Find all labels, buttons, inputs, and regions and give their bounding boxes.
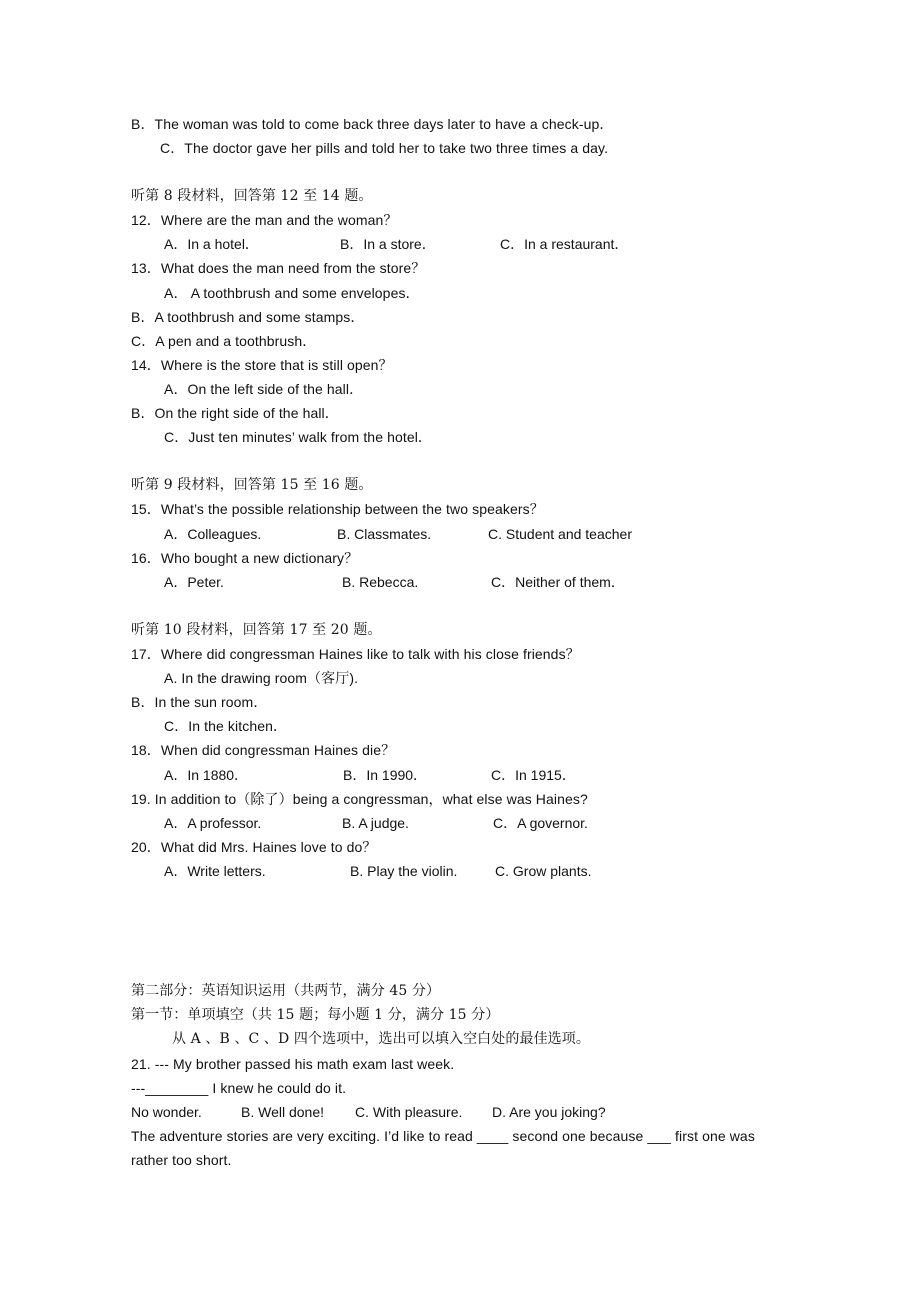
option-line: C．The doctor gave her pills and told her to take two three times a day. <box>160 140 609 156</box>
option-a: A．In a hotel． <box>164 236 259 252</box>
section-heading: 听第 8 段材料，回答第 12 至 14 题。 <box>131 188 373 204</box>
question-22: The adventure stories are very exciting. I’d like to read ____ second one because ___ first one was <box>131 1128 755 1144</box>
option-c: C. Student and teacher <box>488 526 632 542</box>
option-c: C. Grow plants. <box>495 863 592 879</box>
option-b: B．A toothbrush and some stamps． <box>131 309 365 325</box>
option-a: A．Peter. <box>164 574 224 590</box>
question-16: 16．Who bought a new dictionary？ <box>131 550 359 566</box>
option-b: B．In the sun room． <box>131 694 268 710</box>
option-b: B．On the right side of the hall． <box>131 405 339 421</box>
option-c: C．A pen and a toothbrush． <box>131 333 317 349</box>
question-12: 12．Where are the man and the woman？ <box>131 212 398 228</box>
option-c: C．In 1915． <box>491 767 576 783</box>
option-c: C．In the kitchen． <box>164 718 288 734</box>
option-c: C．Neither of them． <box>491 574 625 590</box>
question-21-response: ---________ I knew he could do it. <box>131 1080 347 1096</box>
question-22-cont: rather too short. <box>131 1152 232 1168</box>
option-a: A．In 1880． <box>164 767 249 783</box>
option-a: A. In the drawing room（客厅). <box>164 670 359 686</box>
option-a: No wonder. <box>131 1104 202 1120</box>
question-13: 13．What does the man need from the store？ <box>131 260 426 276</box>
option-c: C．A governor. <box>493 815 588 831</box>
option-b: B．In 1990． <box>343 767 428 783</box>
option-c: C．Just ten minutes’ walk from the hotel． <box>164 429 433 445</box>
part-heading: 第二部分：英语知识运用（共两节，满分 45 分） <box>131 983 441 999</box>
section-heading: 听第 10 段材料，回答第 17 至 20 题。 <box>131 622 382 638</box>
option-line: B．The woman was told to come back three days later to have a check-up． <box>131 116 614 132</box>
instructions: 从 A 、B 、C 、D 四个选项中，选出可以填入空白处的最佳选项。 <box>172 1031 590 1047</box>
option-a: A．Write letters. <box>164 863 266 879</box>
option-b: B．In a store． <box>340 236 436 252</box>
option-b: B. Well done! <box>241 1104 325 1120</box>
option-b: B. A judge. <box>342 815 409 831</box>
section-heading: 听第 9 段材料，回答第 15 至 16 题。 <box>131 477 373 493</box>
section-heading: 第一节：单项填空（共 15 题；每小题 1 分，满分 15 分） <box>131 1007 500 1023</box>
option-a: A．On the left side of the hall． <box>164 381 364 397</box>
option-b: B. Classmates. <box>337 526 432 542</box>
question-15: 15．What’s the possible relationship between the two speakers？ <box>131 501 544 517</box>
question-18: 18．When did congressman Haines die？ <box>131 742 396 758</box>
option-b: B. Play the violin. <box>350 863 458 879</box>
option-b: B. Rebecca. <box>342 574 419 590</box>
option-d: D. Are you joking? <box>492 1104 606 1120</box>
option-c: C. With pleasure. <box>355 1104 463 1120</box>
option-a: A．Colleagues. <box>164 526 262 542</box>
question-21: 21. --- My brother passed his math exam last week. <box>131 1056 455 1072</box>
option-a: A．A professor. <box>164 815 262 831</box>
question-20: 20．What did Mrs. Haines love to do？ <box>131 839 377 855</box>
option-a: A． A toothbrush and some envelopes． <box>164 285 420 301</box>
question-17: 17．Where did congressman Haines like to talk with his close friends？ <box>131 646 580 662</box>
option-c: C．In a restaurant． <box>500 236 629 252</box>
question-19: 19. In addition to（除了）being a congressman，what else was Haines? <box>131 791 588 807</box>
question-14: 14．Where is the store that is still open？ <box>131 357 393 373</box>
